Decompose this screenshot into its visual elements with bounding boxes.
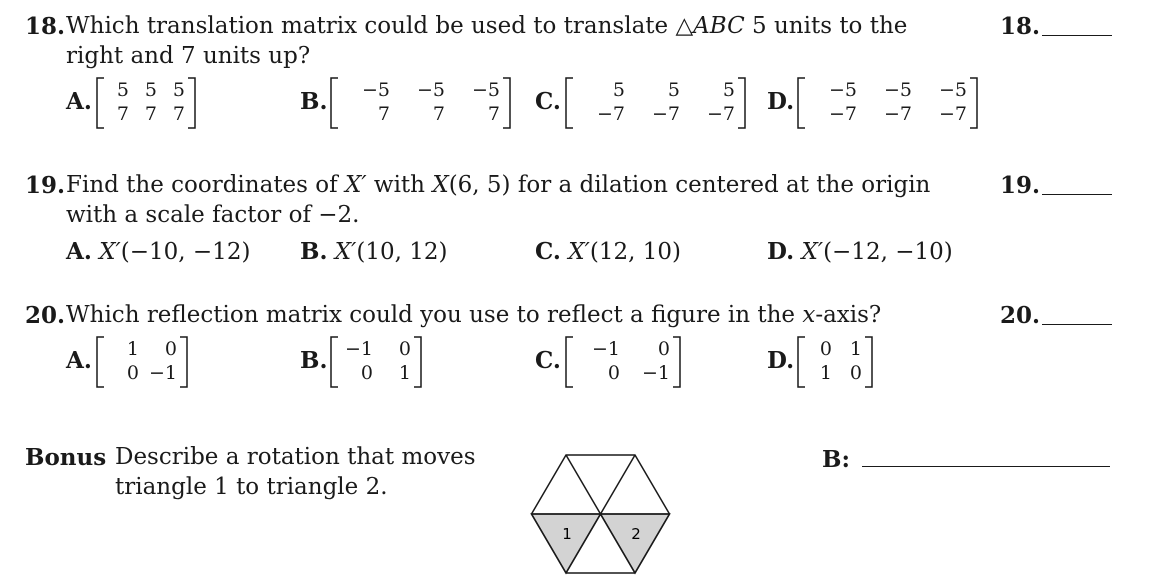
- matrix-cell: −5: [938, 79, 967, 101]
- right-bracket: [673, 337, 680, 387]
- matrix-cell: 0: [126, 362, 139, 384]
- matrix-cell: −7: [651, 103, 680, 125]
- right-bracket: [865, 337, 872, 387]
- option-b[interactable]: [300, 240, 447, 264]
- answer-label: 18.: [1000, 13, 1041, 40]
- triangle-name: ABC: [693, 13, 745, 39]
- left-bracket: [331, 78, 338, 128]
- right-bracket: [180, 337, 187, 387]
- matrix-cell: −1: [344, 338, 373, 360]
- left-bracket: [97, 337, 104, 387]
- question-text: Which translation matrix could be used to translate: [66, 13, 676, 39]
- matrix-cell: −1: [641, 362, 670, 384]
- bonus-text-line2: triangle 1 to triangle 2.: [115, 474, 388, 500]
- question-text-line1: [66, 15, 907, 38]
- bonus-text-line1: Describe a rotation that moves: [115, 444, 476, 470]
- matrix-cell: 5: [722, 79, 735, 101]
- answer-blank[interactable]: [1042, 35, 1112, 36]
- question-text-line2: right and 7 units up?: [66, 43, 311, 69]
- option-letter: A.: [66, 238, 92, 265]
- matrix-cell: 7: [116, 103, 129, 125]
- triangle-1-label: 1: [562, 525, 572, 543]
- option-a[interactable]: [66, 240, 250, 264]
- left-bracket: [566, 337, 573, 387]
- right-bracket: [738, 78, 745, 128]
- matrix-cell: 5: [612, 79, 625, 101]
- option-letter: A.: [66, 88, 92, 115]
- option-letter: C.: [535, 238, 561, 265]
- matrix-cell: 0: [360, 362, 373, 384]
- question-text: 5 units to the: [744, 13, 908, 39]
- matrix-cell: −7: [596, 103, 625, 125]
- matrix-cell: 7: [487, 103, 500, 125]
- answer-label: B:: [822, 446, 850, 473]
- option-letter: B.: [300, 347, 328, 374]
- option-letter: C.: [535, 347, 561, 374]
- matrix-cell: −1: [148, 362, 177, 384]
- matrix-cell: 0: [164, 338, 177, 360]
- matrix-cell: 7: [144, 103, 157, 125]
- triangle-1: [532, 514, 601, 573]
- variable: X′: [99, 239, 121, 265]
- matrix-cell: −5: [361, 79, 390, 101]
- triangle-2-label: 2: [631, 525, 641, 543]
- option-letter: D.: [767, 347, 795, 374]
- matrix-cell: −7: [706, 103, 735, 125]
- matrix-cell: −1: [591, 338, 620, 360]
- question-number: 20.: [25, 302, 66, 329]
- option-letter: B.: [300, 238, 328, 265]
- right-bracket: [414, 337, 421, 387]
- option-letter: D.: [767, 238, 795, 265]
- variable: x: [802, 302, 816, 328]
- right-bracket: [970, 78, 977, 128]
- option-c[interactable]: [535, 240, 681, 264]
- variable: X′: [344, 172, 367, 198]
- right-bracket: [188, 78, 195, 128]
- option-letter: B.: [300, 88, 328, 115]
- matrix-cell: 5: [667, 79, 680, 101]
- question-text: Which reflection matrix could you use to reflect a figure in the: [66, 302, 803, 328]
- matrix-cell: −7: [938, 103, 967, 125]
- option-letter: D.: [767, 88, 795, 115]
- coordinates: (12, 10): [589, 239, 681, 265]
- question-text: -axis?: [815, 302, 882, 328]
- answer-blank[interactable]: [862, 466, 1110, 467]
- question-text: with: [366, 172, 433, 198]
- question-text-line1: [66, 174, 930, 197]
- matrix-cell: −5: [883, 79, 912, 101]
- triangle-symbol: △: [675, 13, 694, 39]
- matrix-cell: 0: [607, 362, 620, 384]
- variable: X′: [568, 239, 590, 265]
- matrix-cell: −7: [828, 103, 857, 125]
- answer-label: 19.: [1000, 172, 1041, 199]
- matrix-cell: 5: [116, 79, 129, 101]
- variable: X: [432, 172, 449, 198]
- option-letter: A.: [66, 347, 92, 374]
- question-text-line2: with a scale factor of −2.: [66, 202, 360, 228]
- variable: X′: [334, 239, 357, 265]
- matrix-cell: 0: [849, 362, 862, 384]
- left-bracket: [798, 78, 805, 128]
- bonus-label: Bonus: [25, 444, 107, 471]
- question-number: 18.: [25, 13, 66, 40]
- hexagon-figure: [528, 452, 673, 577]
- matrix-cell: −5: [828, 79, 857, 101]
- triangle-2: [601, 514, 670, 573]
- option-letter: C.: [535, 88, 561, 115]
- matrix-cell: 7: [172, 103, 185, 125]
- coordinates: (−10, −12): [120, 239, 251, 265]
- matrix-cell: 7: [377, 103, 390, 125]
- question-text: (6, 5) for a dilation centered at the origin: [448, 172, 931, 198]
- left-bracket: [331, 337, 338, 387]
- matrix-cell: 0: [819, 338, 832, 360]
- answer-label: 20.: [1000, 302, 1041, 329]
- matrix-cell: 0: [657, 338, 670, 360]
- coordinates: (10, 12): [356, 239, 448, 265]
- matrix-cell: 5: [144, 79, 157, 101]
- matrix-cell: 1: [819, 362, 832, 384]
- matrix-cell: 5: [172, 79, 185, 101]
- coordinates: (−12, −10): [823, 239, 953, 265]
- matrix-cell: 7: [432, 103, 445, 125]
- question-text-line1: [66, 304, 881, 327]
- answer-blank[interactable]: [1042, 324, 1112, 325]
- question-text: Find the coordinates of: [66, 172, 345, 198]
- matrix-cell: −7: [883, 103, 912, 125]
- option-d[interactable]: [767, 240, 953, 264]
- variable: X′: [801, 239, 824, 265]
- question-number: 19.: [25, 172, 66, 199]
- left-bracket: [566, 78, 573, 128]
- matrix-cell: −5: [471, 79, 500, 101]
- matrix-cell: 1: [398, 362, 411, 384]
- answer-blank[interactable]: [1042, 194, 1112, 195]
- right-bracket: [503, 78, 510, 128]
- matrix-cell: 1: [849, 338, 862, 360]
- matrix-cell: −5: [416, 79, 445, 101]
- matrix-cell: 1: [126, 338, 139, 360]
- matrix-cell: 0: [398, 338, 411, 360]
